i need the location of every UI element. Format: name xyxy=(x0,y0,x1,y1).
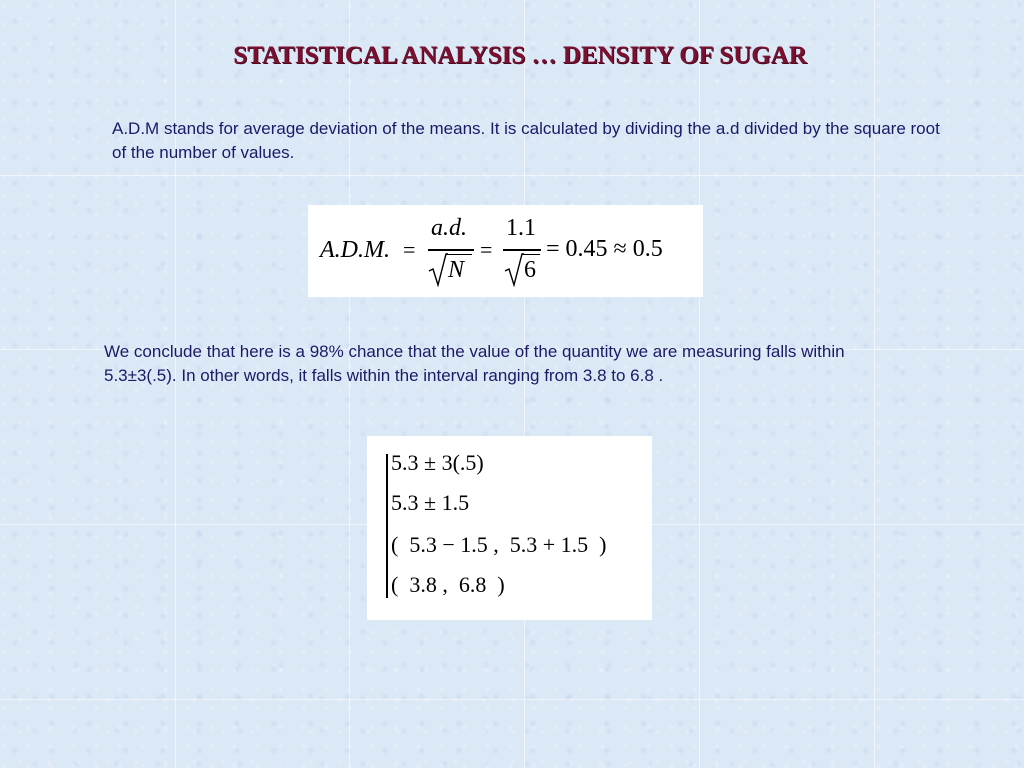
fraction-denominator: N xyxy=(448,257,465,283)
fraction-numerator: a.d. xyxy=(431,215,467,241)
left-bar xyxy=(386,454,388,598)
adm-result: = 0.45 ≈ 0.5 xyxy=(546,236,663,262)
fraction-numerator: 1.1 xyxy=(506,215,536,241)
fraction-bar xyxy=(503,249,541,251)
slide-title: STATISTICAL ANALYSIS … DENSITY OF SUGAR xyxy=(233,42,807,69)
grid-line xyxy=(0,699,1024,700)
equation-line: ( 3.8 , 6.8 ) xyxy=(391,572,505,597)
grid-line xyxy=(0,175,1024,176)
sqrt-symbol xyxy=(428,253,448,287)
equation-line: ( 5.3 − 1.5 , 5.3 + 1.5 ) xyxy=(391,532,607,557)
equals-sign: = xyxy=(403,237,416,262)
adm-definition-text: A.D.M stands for average deviation of the means. It is calculated by dividing the a.d divided by the square root of the number of values. xyxy=(112,119,940,162)
interval-equation-image xyxy=(367,436,652,620)
adm-equation-image xyxy=(308,205,703,297)
fraction-bar xyxy=(428,249,474,251)
equation-line: 5.3 ± 1.5 xyxy=(391,490,470,515)
sqrt-symbol xyxy=(504,253,524,287)
sqrt-bar xyxy=(446,254,472,255)
equals-sign: = xyxy=(480,237,493,262)
fraction-denominator: 6 xyxy=(524,257,536,283)
adm-lhs: A.D.M. xyxy=(320,237,390,263)
sqrt-bar xyxy=(522,254,540,255)
equation-line: 5.3 ± 3(.5) xyxy=(391,450,484,475)
conclusion-text: We conclude that here is a 98% chance that the value of the quantity we are measuring falls within 5.3±3(.5). In other words, it falls within the interval ranging from 3.8 to 6.8 . xyxy=(104,342,845,385)
